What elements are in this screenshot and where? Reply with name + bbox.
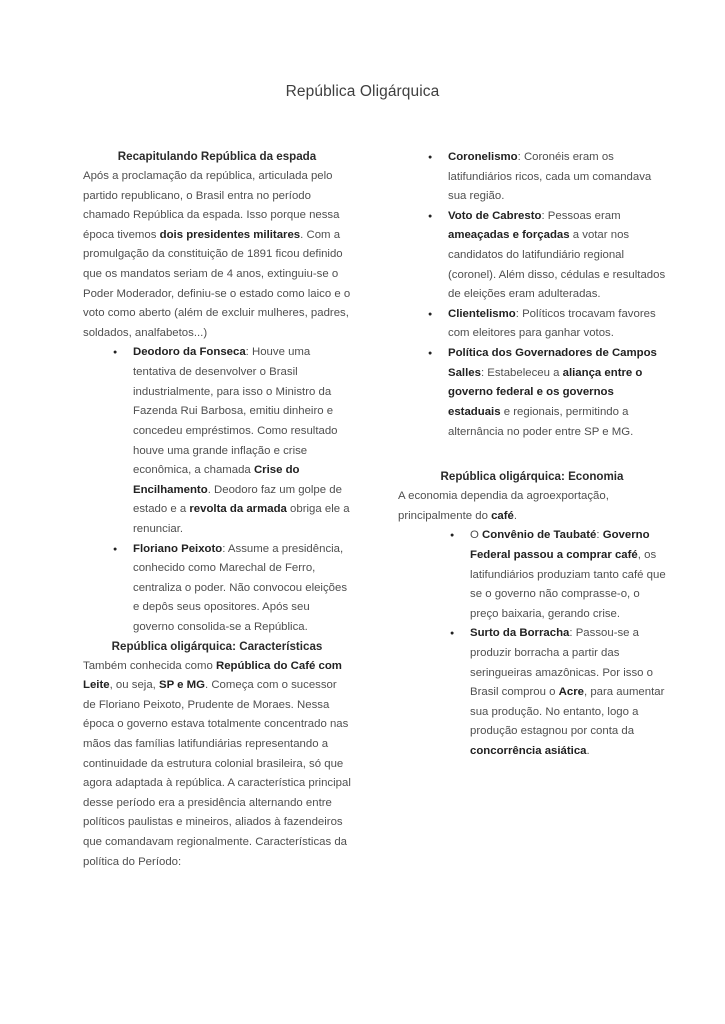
emphasis-text: revolta da armada (189, 503, 287, 516)
body-text: : (596, 529, 603, 542)
list-item-text (448, 210, 665, 300)
body-text: a votar nos candidatos do latifundiário regional (coronel). Além disso, cédulas e resultados de eleições eram adulteradas. (448, 229, 666, 301)
body-text: : Houve uma tentativa de desenvolver o Brasil industrialmente, para isso o Ministro da Fazenda Rui Barbosa, emitiu dinheiro e concedeu empréstimos. Como resultado houve uma grande inflação e crise econômica, a chamada (133, 346, 338, 477)
list-item-text (133, 543, 347, 633)
list-item-text (448, 308, 656, 340)
body-text: : Estabeleceu a (480, 366, 563, 379)
politics-bullet-list (398, 148, 666, 442)
list-item-text (470, 529, 666, 619)
body-text: e regionais, permitindo a alternância no poder entre SP e MG. (448, 405, 634, 438)
emphasis-text: Voto de Cabresto (448, 209, 542, 222)
emphasis-text: República do Café com Leite (83, 659, 342, 692)
emphasis-text: aliança entre o governo federal e os governos estaduais (448, 366, 643, 418)
caracteristicas-paragraph (83, 657, 351, 873)
emphasis-text: SP e MG (158, 679, 205, 692)
body-text: , os latifundiários produziam tanto café que se o governo não comprasse-o, o preço baixaria, gerando crise. (470, 548, 666, 620)
list-item (83, 343, 351, 539)
list-item (398, 148, 666, 207)
page-title: República Oligárquica (285, 83, 440, 100)
economia-paragraph (398, 487, 666, 526)
list-item (398, 344, 666, 442)
list-item (398, 305, 666, 344)
emphasis-text: Acre (558, 686, 584, 699)
emphasis-text: dois presidentes militares (159, 228, 301, 241)
list-item-text (448, 151, 651, 202)
body-text: : Pessoas eram (541, 209, 621, 222)
emphasis-text: concorrência asiática (470, 745, 587, 758)
emphasis-text: Clientelismo (448, 307, 516, 320)
recapitulando-bullet-list (83, 343, 351, 637)
body-text: A economia dependia da agroexportação, principalmente do (398, 490, 609, 522)
body-text: . Deodoro faz um golpe de estado e a (133, 483, 342, 516)
list-item-text (133, 346, 350, 534)
list-item (83, 540, 351, 638)
economia-bullet-list (398, 526, 666, 761)
section-heading-economia: República oligárquica: Economia (440, 470, 624, 484)
right-column (398, 148, 666, 762)
emphasis-text: Política dos Governadores de Campos Salles (448, 347, 657, 379)
emphasis-text: Floriano Peixoto (133, 542, 223, 555)
body-text: : Assume a presidência, conhecido como Marechal de Ferro, centraliza o poder. Não convocou eleições e depôs seus opositores. Após seu governo consolida-se a República. (133, 542, 348, 633)
section-heading-recapitulando: Recapitulando República da espada (117, 150, 317, 163)
left-column (83, 148, 351, 872)
recapitulando-paragraph (83, 167, 351, 343)
body-text: : Políticos trocavam favores com eleitores para ganhar votos. (448, 307, 656, 340)
body-text: Também conhecida como (83, 659, 216, 672)
emphasis-text: ameaçadas e forçadas (448, 229, 570, 242)
body-text: O (470, 529, 483, 542)
list-item (398, 624, 666, 761)
body-text: , ou seja, (109, 679, 159, 692)
column-spacer (398, 442, 666, 468)
body-text: : Coronéis eram os latifundiários ricos, cada um comandava sua região. (448, 151, 652, 203)
body-text: . (513, 509, 518, 522)
emphasis-text: Surto da Borracha (470, 627, 570, 640)
list-item (398, 207, 666, 305)
body-text: . (586, 745, 590, 758)
emphasis-text: café (491, 509, 514, 522)
emphasis-text: Coronelismo (448, 151, 518, 163)
body-text: Após a proclamação da república, articulada pelo partido republicano, o Brasil entra no período chamado República da espada. Isso porque nessa época tivemos (83, 169, 340, 241)
section-heading-caracteristicas: República oligárquica: Características (111, 639, 323, 653)
list-item-text (448, 347, 657, 437)
list-item-text (470, 627, 664, 757)
list-item (398, 526, 666, 624)
emphasis-text: Convênio de Taubaté (482, 529, 597, 542)
body-text: , para aumentar sua produção. No entanto, logo a produção estagnou por conta da (470, 686, 665, 738)
emphasis-text: Crise do Encilhamento (133, 464, 300, 496)
emphasis-text: Deodoro da Fonseca (133, 346, 246, 359)
body-text: obriga ele a renunciar. (133, 503, 350, 535)
body-text: . Com a promulgação da constituição de 1891 ficou definido que os mandatos seriam de 4 anos, extinguiu-se o Poder Moderador, definiu-se o estado como laico e o voto como aberto (além de excluir mulheres, padres, soldados, analfabetos...) (83, 228, 351, 339)
emphasis-text: Governo Federal passou a comprar café (470, 529, 650, 561)
body-text: . Começa com o sucessor de Floriano Peixoto, Prudente de Moraes. Nessa época o governo estava totalmente concentrado nas mãos das famílias latifundiárias representando a continuidade da estrutura colonial brasileira, só que agora adaptada à república. A característica principal desse período era a presidência alternando entre políticos paulistas e mineiros, aliados à fazendeiros que comandavam regionalmente. Características da política do Período: (83, 679, 351, 868)
body-text: : Passou-se a produzir borracha a partir das seringueiras amazônicas. Por isso o Brasil comprou o (470, 627, 653, 699)
